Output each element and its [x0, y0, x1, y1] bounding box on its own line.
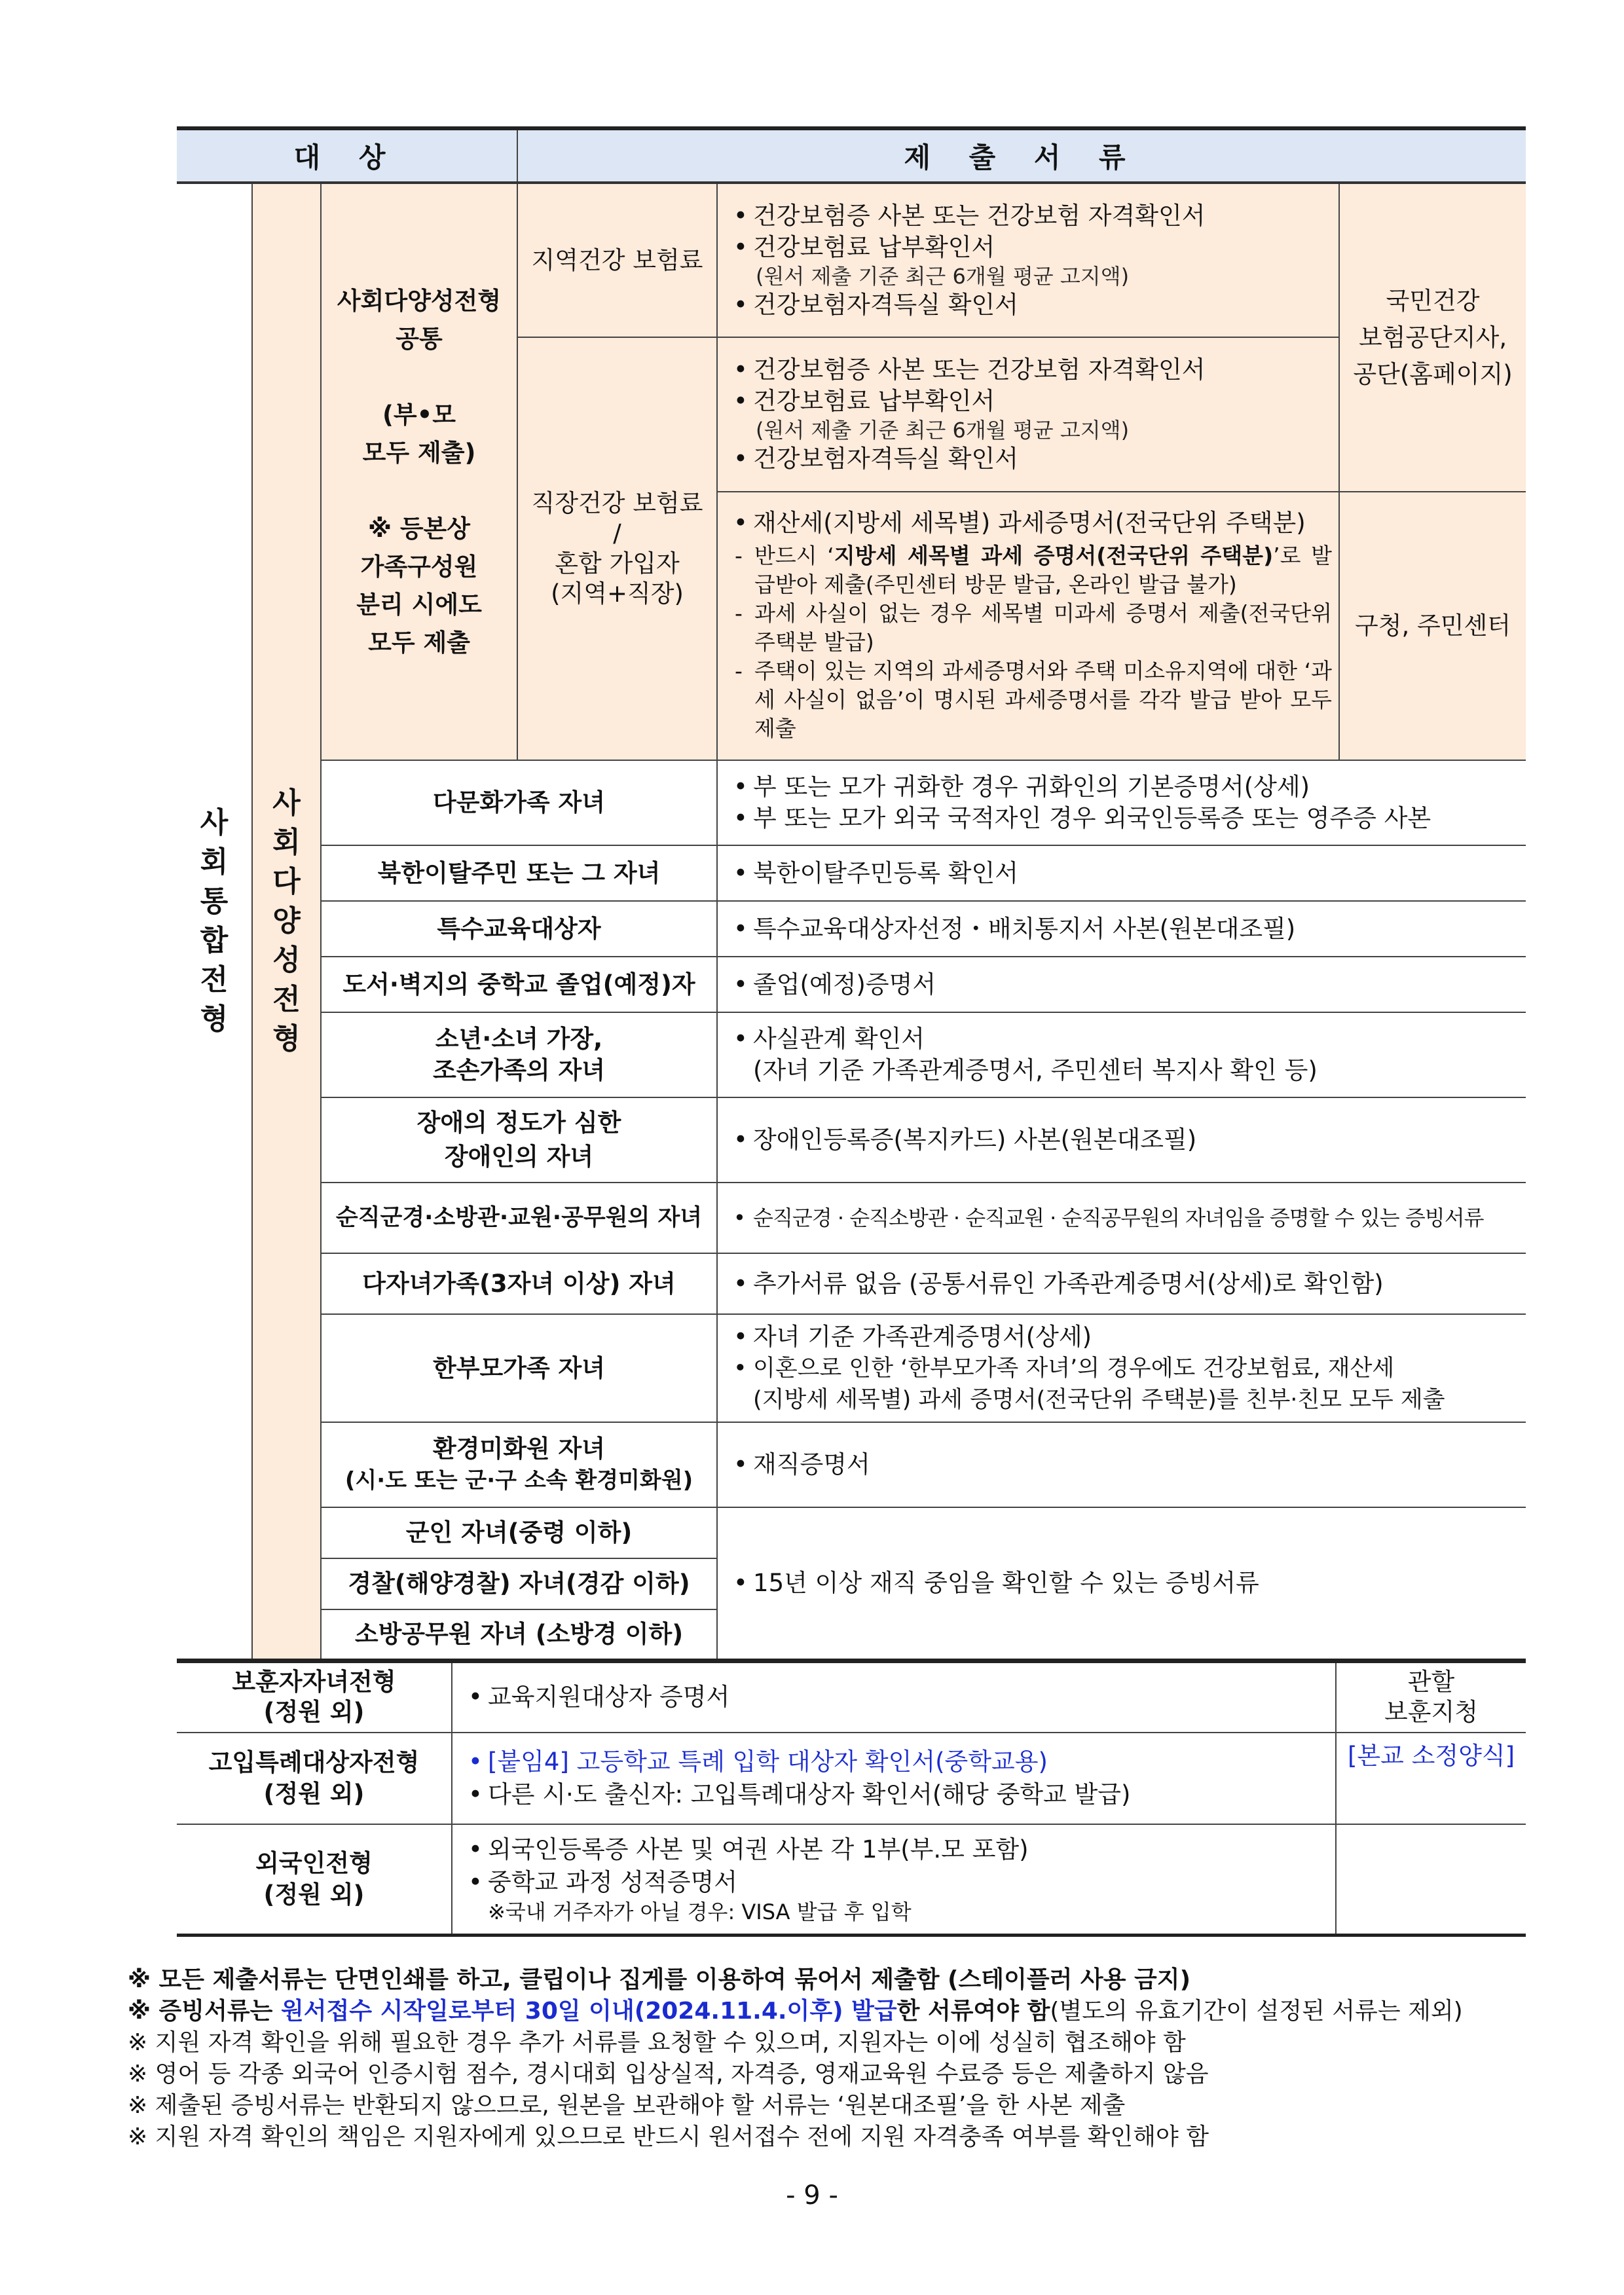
vertical-char: 통 [200, 885, 229, 918]
list-item: • 재산세(지방세 세목별) 과세증명서(전국단위 주택분) [733, 507, 1332, 539]
row-docs [717, 1253, 1526, 1314]
label-line: 조손가족의 자녀 [432, 1056, 606, 1084]
issuer-line: 공단(홈페이지) [1353, 359, 1513, 388]
list-item: • 순직군경 · 순직소방관 · 순직교원 · 순직공무원의 자녀임을 증명할 수 있는 증빙서류 [733, 1202, 1519, 1234]
list-item: • 특수교육대상자선정・배치통지서 사본(원본대조필) [733, 913, 1519, 945]
header-target: 대 상 [177, 128, 517, 183]
list-item: • 15년 이상 재직 중임을 확인할 수 있는 증빙서류 [733, 1568, 1519, 1599]
sub-item [718, 542, 1338, 599]
list-item: • 교육지원대상자 증명서 [468, 1681, 1329, 1714]
list-item: • [붙임4] 고등학교 특례 입학 대상자 확인서(중학교용) [468, 1746, 1329, 1778]
list-item-text: 건강보험료 납부확인서 [753, 232, 995, 261]
table-row [177, 1253, 1526, 1314]
list-item: • 추가서류 없음 (공통서류인 가족관계증명서(상세)로 확인함) [733, 1268, 1519, 1300]
label-line: 보훈자자녀전형 [232, 1668, 396, 1697]
label-line: (시·도 또는 군·구 소속 환경미화원) [344, 1467, 693, 1494]
note-text: 한 서류여야 함 [896, 1998, 1050, 2025]
row-docs [452, 1662, 1336, 1733]
note-text: ※국내 거주자가 아닐 경우: VISA 발급 후 입학 [488, 1899, 912, 1924]
label-line: (정원 외) [263, 1779, 365, 1808]
row-label [321, 1097, 717, 1183]
row-docs [717, 1097, 1526, 1183]
submission-table [177, 126, 1526, 1662]
vertical-char: 회 [272, 826, 301, 859]
note-line: ※ 지원 자격 확인을 위해 필요한 경우 추가 서류를 요청할 수 있으며, 지원자는 이에 성실히 협조해야 함 [128, 2029, 1186, 2056]
sub-item-bold: 지방세 세목별 과세 증명서(전국단위 주택분) [834, 543, 1274, 568]
list-item: • 부 또는 모가 외국 국적자인 경우 외국인등록증 또는 영주증 사본 [733, 803, 1519, 834]
label-line: (정원 외) [263, 1698, 365, 1727]
row-label: 북한이탈주민 또는 그 자녀 [321, 845, 717, 901]
common-label [321, 183, 517, 760]
vertical-char: 성 [272, 944, 301, 977]
special-admission-table [177, 1660, 1526, 1937]
common-label-line: (부•모 [382, 400, 456, 429]
sub-item: - 주택이 있는 지역의 과세증명서와 주택 미소유지역에 대한 ‘과세 사실이 없음’이 명시된 과세증명서를 각각 발급 받아 모두 제출 [718, 657, 1338, 747]
note-line: ※ 지원 자격 확인의 책임은 지원자에게 있으므로 반드시 원서접수 전에 지원 자격충족 여부를 확인해야 함 [128, 2123, 1209, 2150]
common-label-line: 사회다양성전형 [337, 286, 502, 315]
table-header-row [177, 128, 1526, 183]
list-item [733, 386, 1332, 443]
row-docs [717, 1422, 1526, 1507]
row-docs [717, 760, 1526, 845]
issuer-line: 국민건강 [1386, 286, 1480, 315]
label-line: 장애인의 자녀 [444, 1143, 594, 1171]
vertical-char: 회 [200, 845, 229, 879]
issuer [1336, 1824, 1526, 1936]
common-label-line: ※ 등본상 [367, 514, 471, 543]
note-line: ※ 제출된 증빙서류는 반환되지 않으므로, 원본을 보관해야 할 서류는 ‘원본대조필’을 한 사본 제출 [128, 2092, 1126, 2119]
workplace-insurance-label [517, 337, 717, 760]
table-row [177, 760, 1526, 845]
sub-item: - 과세 사실이 없는 경우 세목별 미과세 증명서 제출(전국단위 주택분 발급) [718, 599, 1338, 657]
table-row [177, 1662, 1526, 1733]
list-item-text: 사실관계 확인서 [753, 1025, 925, 1053]
row-label: 특수교육대상자 [321, 901, 717, 957]
issuer: [본교 소정양식] [1336, 1733, 1526, 1824]
notes-block [128, 1964, 1568, 2153]
list-item [733, 232, 1332, 289]
table-row [177, 957, 1526, 1012]
row-label: 경찰(해양경찰) 자녀(경감 이하) [321, 1558, 717, 1609]
row-docs [717, 957, 1526, 1012]
row-docs [717, 1012, 1526, 1097]
table-row [177, 1012, 1526, 1097]
row-label: 도서·벽지의 중학교 졸업(예정)자 [321, 957, 717, 1012]
common-label-line: 공통 [396, 324, 443, 353]
table-row [177, 1824, 1526, 1936]
page-number: - 9 - [786, 2180, 838, 2211]
common-label-line: 분리 시에도 [356, 590, 482, 619]
list-item: • 건강보험증 사본 또는 건강보험 자격확인서 [733, 200, 1332, 232]
list-item-cont: (자녀 기준 가족관계증명서, 주민센터 복지사 확인 등) [753, 1056, 1318, 1084]
list-item [733, 1353, 1519, 1416]
row-docs [452, 1733, 1336, 1824]
regional-insurance-label: 지역건강 보험료 [517, 183, 717, 337]
common-label-line: 가족구성원 [360, 552, 478, 581]
list-item: • 졸업(예정)증명서 [733, 969, 1519, 1001]
row-docs [452, 1824, 1336, 1936]
list-item: • 자녀 기준 가족관계증명서(상세) [733, 1321, 1519, 1353]
issuer-line: 보훈지청 [1384, 1698, 1478, 1727]
list-item: • 재직증명서 [733, 1449, 1519, 1480]
row-label [177, 1662, 452, 1733]
vertical-char: 전 [272, 983, 301, 1016]
row-label [321, 1422, 717, 1507]
note-text: ※ 증빙서류는 [128, 1998, 281, 2025]
list-item: • 건강보험자격득실 확인서 [733, 289, 1332, 321]
row-label: 다자녀가족(3자녀 이상) 자녀 [321, 1253, 717, 1314]
regional-insurance-docs [717, 183, 1339, 337]
issuer-nhis [1339, 183, 1526, 492]
table-row [177, 1314, 1526, 1422]
list-item-text: 이혼으로 인한 ‘한부모가족 자녀’의 경우에도 건강보험료, 재산세 [753, 1355, 1395, 1382]
row-label [321, 1012, 717, 1097]
label-line: 고입특례대상자전형 [208, 1748, 420, 1776]
table-row [177, 1507, 1526, 1558]
note-text: (원서 제출 기준 최근 6개월 평균 고지액) [756, 263, 1130, 289]
note-line [128, 1996, 1568, 2027]
outer-category-label [177, 183, 252, 1661]
vertical-char: 형 [272, 1022, 301, 1056]
row-label [177, 1733, 452, 1824]
label-line: 장애의 정도가 심한 [416, 1109, 621, 1137]
table-row [177, 1183, 1526, 1253]
list-item: • 장애인등록증(복지카드) 사본(원본대조필) [733, 1124, 1519, 1156]
row-docs [717, 1183, 1526, 1253]
row-docs [717, 1314, 1526, 1422]
property-tax-docs [717, 492, 1339, 760]
list-item: • 중학교 과정 성적증명서 [468, 1866, 1329, 1899]
sub-item-text: ’로 발급받아 제출(주민센터 방문 발급, 온라인 발급 불가) [754, 543, 1333, 597]
vertical-char: 사 [272, 786, 301, 820]
label-line: 소년·소녀 가장, [435, 1025, 603, 1053]
label-line: / [613, 519, 621, 547]
row-docs [717, 1507, 1526, 1661]
common-label-line: 모두 제출) [362, 438, 476, 467]
list-item-text: 건강보험료 납부확인서 [753, 387, 995, 415]
issuer-line: 보험공단지사, [1358, 323, 1507, 352]
vertical-char: 사 [200, 806, 229, 839]
note-line: ※ 영어 등 각종 외국어 인증시험 점수, 경시대회 입상실적, 자격증, 영재교육원 수료증 등은 제출하지 않음 [128, 2061, 1209, 2087]
note-text: (원서 제출 기준 최근 6개월 평균 고지액) [756, 418, 1130, 443]
table-row [177, 183, 1526, 337]
sub-item-text: 반드시 ‘ [754, 543, 834, 568]
table-row [177, 1733, 1526, 1824]
row-docs [717, 901, 1526, 957]
table-row [177, 1097, 1526, 1183]
issuer [1336, 1662, 1526, 1733]
label-line: (정원 외) [263, 1880, 365, 1909]
label-line: 환경미화원 자녀 [432, 1435, 606, 1463]
vertical-char: 다 [272, 865, 301, 898]
vertical-char: 합 [200, 924, 229, 957]
row-label: 소방공무원 자녀 (소방경 이하) [321, 1609, 717, 1661]
list-item: • 다른 시·도 출신자: 고입특례대상자 확인서(해당 중학교 발급) [468, 1778, 1329, 1811]
label-line: 직장건강 보험료 [531, 489, 703, 517]
list-item [733, 1023, 1519, 1086]
workplace-insurance-docs [717, 337, 1339, 492]
row-docs [717, 845, 1526, 901]
row-label: 한부모가족 자녀 [321, 1314, 717, 1422]
vertical-char: 형 [200, 1002, 229, 1036]
list-item: • 부 또는 모가 귀화한 경우 귀화인의 기본증명서(상세) [733, 771, 1519, 803]
label-line: 혼합 가입자 [555, 549, 680, 578]
inner-category-label [252, 183, 321, 1661]
vertical-char: 양 [272, 904, 301, 938]
table-row [177, 901, 1526, 957]
spacer [322, 358, 517, 396]
note-line: ※ 모든 제출서류는 단면인쇄를 하고, 클립이나 집게를 이용하여 묶어서 제출함 (스테이플러 사용 금지) [128, 1966, 1191, 1993]
list-item-cont: (지방세 세목별) 과세 증명서(전국단위 주택분)를 친부·친모 모두 제출 [753, 1386, 1445, 1413]
header-docs: 제 출 서 류 [517, 128, 1526, 183]
list-item: • 북한이탈주민등록 확인서 [733, 858, 1519, 889]
vertical-char: 전 [200, 963, 229, 997]
label-line: (지역+직장) [551, 579, 684, 608]
table-row [177, 1422, 1526, 1507]
list-item: • 건강보험자격득실 확인서 [733, 443, 1332, 475]
table-row [177, 845, 1526, 901]
issuer-line: 관할 [1407, 1668, 1455, 1697]
list-item: • 외국인등록증 사본 및 여권 사본 각 1부(부.모 포함) [468, 1833, 1329, 1866]
issuer-district-office: 구청, 주민센터 [1339, 492, 1526, 760]
spacer [322, 472, 517, 510]
row-label: 순직군경·소방관·교원·공무원의 자녀 [321, 1183, 717, 1253]
common-label-line: 모두 제출 [368, 628, 470, 657]
row-label: 군인 자녀(중령 이하) [321, 1507, 717, 1558]
note-text: (별도의 유효기간이 설정된 서류는 제외) [1050, 1998, 1463, 2025]
row-label: 다문화가족 자녀 [321, 760, 717, 845]
note-highlight: 원서접수 시작일로부터 30일 이내(2024.11.4.이후) 발급 [280, 1998, 897, 2025]
row-label [177, 1824, 452, 1936]
list-item: • 건강보험증 사본 또는 건강보험 자격확인서 [733, 354, 1332, 386]
label-line: 외국인전형 [255, 1848, 373, 1877]
